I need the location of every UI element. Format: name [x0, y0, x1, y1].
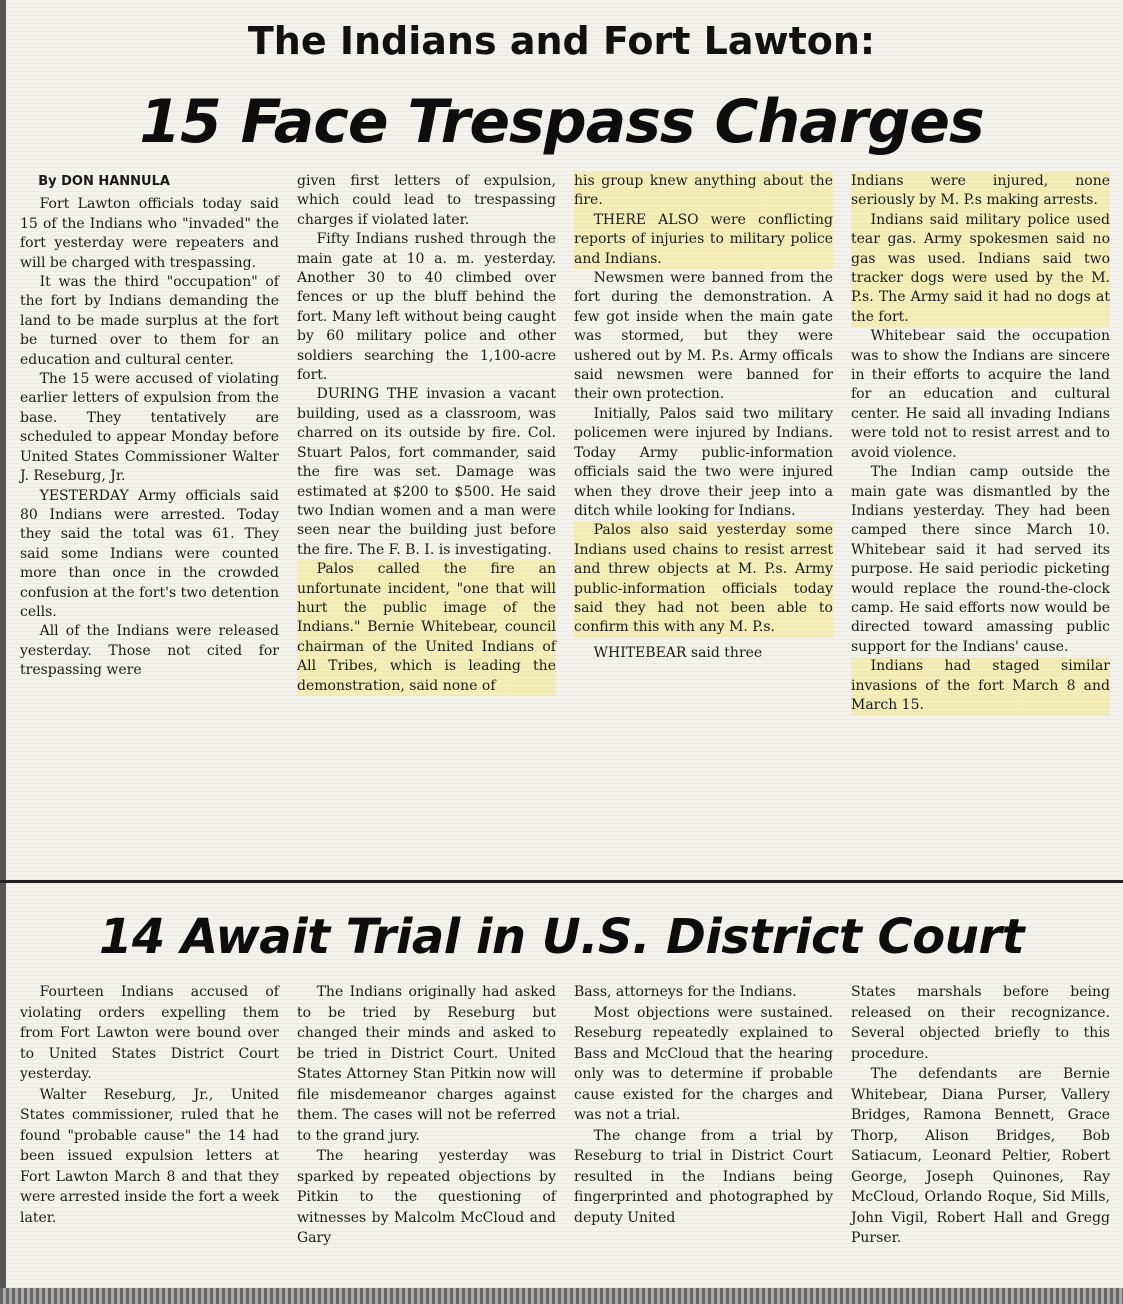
- article2-column-1: [20, 982, 279, 1282]
- page-edge-shadow: [0, 0, 6, 1304]
- main-headline: 15 Face Trespass Charges: [139, 87, 984, 157]
- paragraph: It was the third "occupation" of the fort by Indians demanding the land to be made surplus at the fort be turned over to them for an education and cultural center.: [20, 274, 279, 368]
- article1-column-1: [20, 172, 279, 872]
- paragraph: The Indian camp outside the main gate was dismantled by the Indians yesterday. They had been camped there since March 10. Whitebear said it had served its purpose. He said periodic picketing would replace the round-the-clock camp. He said efforts now would be directed toward amassing public support for the Indians' cause.: [851, 464, 1110, 655]
- paragraph: The 15 were accused of violating earlier letters of expulsion from the base. They tentatively are scheduled to appear Monday before United States Commissioner Walter J. Reseburg, Jr.: [20, 371, 279, 485]
- paragraph: Indians said military police used tear gas. Army spokesmen said no gas was used. Indians said two tracker dogs were used by the M. P.s. The Army said it had no dogs at the fort.: [851, 211, 1110, 327]
- paragraph: Most objections were sustained. Reseburg repeatedly explained to Bass and McCloud that the hearing only was to determine if probable cause existed for the charges and was not a trial.: [574, 1004, 833, 1123]
- paragraph: Walter Reseburg, Jr., United States commissioner, ruled that he found "probable cause" the 14 had been issued expulsion letters at Fort Lawton March 8 and that they were arrested inside the fort a week later.: [20, 1086, 279, 1226]
- paragraph: All of the Indians were released yesterday. Those not cited for trespassing were: [20, 623, 279, 679]
- paragraph: Palos also said yesterday some Indians used chains to resist arrest and threw objects at M. P.s. Army public-information officials today said they had not been able to confirm this with any M. P.s.: [574, 521, 833, 637]
- article1-column-2: [297, 172, 556, 872]
- paragraph: his group knew anything about the fire.: [574, 172, 833, 211]
- paragraph: Fourteen Indians accused of violating orders expelling them from Fort Lawton were bound over to United States District Court yesterday.: [20, 984, 279, 1082]
- paragraph: DURING THE invasion a vacant building, used as a classroom, was charred on its outside by fire. Col. Stuart Palos, fort commander, said the fire was set. Damage was estimated at $200 to $500. He said two Indian women and a man were seen near the building just before the fire. The F. B. I. is investigating.: [297, 386, 556, 558]
- paragraph: THERE ALSO were conflicting reports of injuries to military police and Indians.: [574, 211, 833, 269]
- paragraph: WHITEBEAR said three: [593, 644, 763, 661]
- article2-column-2: [297, 982, 556, 1282]
- paragraph: Fort Lawton officials today said 15 of the Indians who "invaded" the fort yesterday were repeaters and will be charged with trespassing.: [20, 196, 279, 271]
- paragraph: The defendants are Bernie Whitebear, Diana Purser, Vallery Bridges, Ramona Bennett, Grace Thorp, Alison Bridges, Bob Satiacum, Leonard Peltier, Robert George, Joseph Quinones, Ray McCloud, Orlando Roque, Sid Mills, John Vigil, Robert Hall and Gregg Purser.: [851, 1066, 1110, 1246]
- paragraph: The change from a trial by Reseburg to trial in District Court resulted in the Indians being fingerprinted and photographed by deputy United: [574, 1127, 833, 1226]
- paragraph: given first letters of expulsion, which could lead to trespassing charges if violated later.: [297, 173, 556, 228]
- paragraph: Palos called the fire an unfortunate incident, "one that will hurt the public image of the Indians." Bernie Whitebear, council chairman of the United Indians of All Tribes, which is leading the demonstration, said none of: [297, 560, 556, 696]
- article1-column-3: [574, 172, 833, 872]
- paragraph: Initially, Palos said two military policemen were injured by Indians. Today Army public-information officials said the two were injured when they drove their jeep into a ditch while looking for Indians.: [574, 405, 833, 519]
- page-bottom-edge: [0, 1288, 1123, 1304]
- second-headline: 14 Await Trial in U.S. District Court: [98, 909, 1025, 965]
- article2-column-3: [574, 982, 833, 1282]
- paragraph: States marshals before being released on their recognizance. Several objected briefly to this procedure.: [851, 984, 1110, 1062]
- paragraph: Newsmen were banned from the fort during the demonstration. A few got inside when the main gate was stormed, but they were ushered out by M. P.s. Army officals said newsmen were banned for their own protection.: [574, 270, 833, 403]
- paragraph: YESTERDAY Army officials said 80 Indians were arrested. Today they said the total was 61. They said some Indians were counted more than once in the crowded confusion at the fort's two detention cells.: [20, 487, 279, 620]
- article-trial-body: [20, 982, 1110, 1282]
- paragraph: Fifty Indians rushed through the main gate at 10 a. m. yesterday. Another 30 to 40 climbed over fences or up the bluff behind the fort. Many left without being caught by 60 military police and other soldiers searching the 1,100-acre fort.: [297, 231, 556, 384]
- article2-column-4: [851, 982, 1110, 1282]
- paragraph: Indians were injured, none seriously by M. P.s making arrests.: [851, 172, 1110, 211]
- paragraph: Whitebear said the occupation was to show the Indians are sincere in their efforts to acquire the land for an education and cultural center. He said all invading Indians were told not to resist arrest and to avoid violence.: [851, 328, 1110, 461]
- paragraph: Indians had staged similar invasions of the fort March 8 and March 15.: [851, 657, 1110, 715]
- paragraph: Bass, attorneys for the Indians.: [574, 984, 797, 1000]
- kicker-headline: The Indians and Fort Lawton:: [247, 19, 876, 63]
- paragraph: The hearing yesterday was sparked by repeated objections by Pitkin to the questioning of witnesses by Malcolm McCloud and Gary: [297, 1148, 556, 1246]
- byline: By DON HANNULA: [38, 174, 170, 189]
- article-trespass-body: [20, 172, 1110, 872]
- article1-column-4: [851, 172, 1110, 872]
- paragraph: The Indians originally had asked to be tried by Reseburg but changed their minds and asked to be tried in District Court. United States Attorney Stan Pitkin now will file misdemeanor charges against them. The cases will not be referred to the grand jury.: [297, 984, 556, 1144]
- section-divider: [0, 880, 1123, 883]
